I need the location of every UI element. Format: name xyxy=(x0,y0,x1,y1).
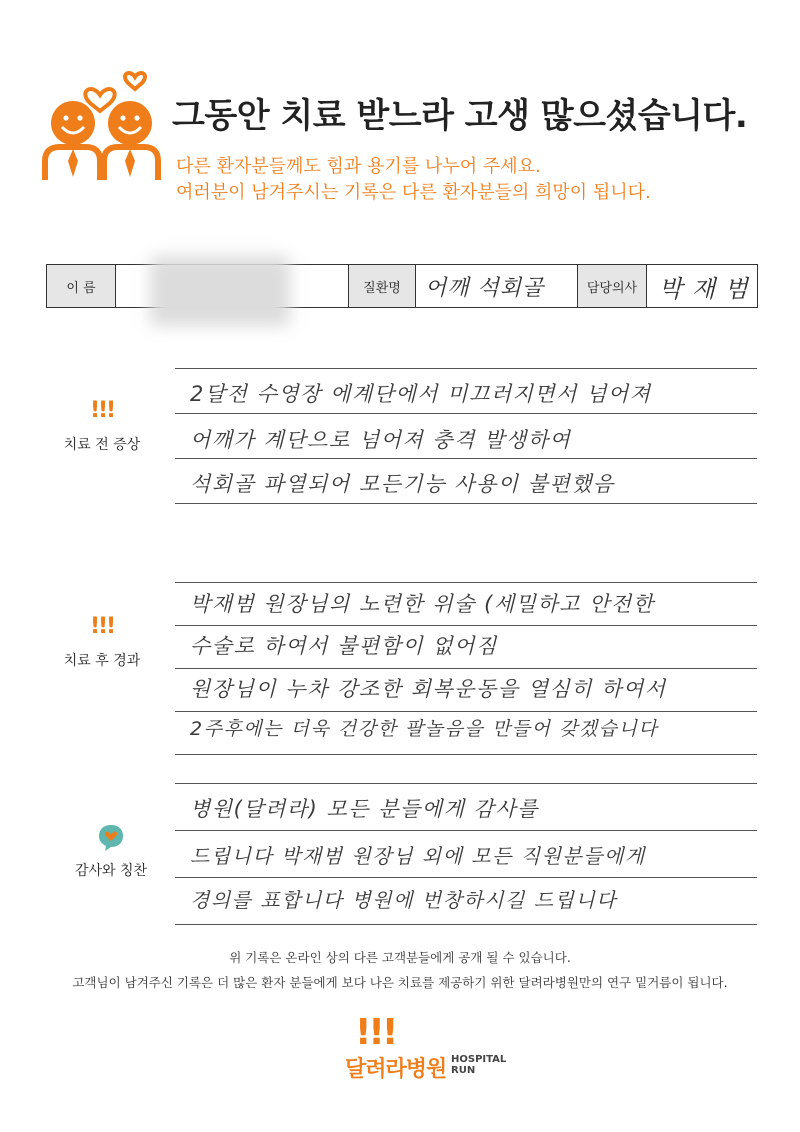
page-title: 그동안 치료 받느라 고생 많으셨습니다. xyxy=(172,96,748,136)
brand-exclamation-icon: !!! xyxy=(355,1012,396,1053)
ruled-line xyxy=(175,458,757,459)
brand-en-run: RUN xyxy=(451,1065,476,1076)
brand-en-hospital: HOSPITAL xyxy=(451,1054,507,1065)
ruled-line xyxy=(175,877,757,878)
footer-research-note: 고객님이 남겨주신 기록은 더 많은 환자 분들에게 보다 나은 치료를 제공하기 위한 달려라병원만의 연구 밑거름이 됩니다. xyxy=(72,975,728,990)
exclamation-icon: !!! xyxy=(89,398,115,423)
handwritten-line: 원장님이 누차 강조한 회복운동을 열심히 하여서 xyxy=(190,677,667,701)
doctor-value: 박 재 범 xyxy=(659,274,749,303)
subtitle-hope: 여러분이 남겨주시는 기록은 다른 환자분들의 희망이 됩니다. xyxy=(176,182,651,203)
name-label: 이 름 xyxy=(47,265,115,307)
footer-disclosure: 위 기록은 온라인 상의 다른 고객분들에게 공개 될 수 있습니다. xyxy=(229,950,571,965)
ruled-line xyxy=(175,783,757,784)
diagnosis-label: 질환명 xyxy=(349,265,415,307)
handwritten-line: 2달전 수영장 에계단에서 미끄러지면서 넘어져 xyxy=(190,382,652,406)
heart-bubble-icon xyxy=(96,822,126,852)
subtitle-encourage: 다른 환자분들께도 힘과 용기를 나누어 주세요. xyxy=(176,156,541,177)
diagnosis-value: 어깨 석회골 xyxy=(425,275,545,301)
section-label-after: 치료 후 경과 xyxy=(63,653,141,669)
handwritten-line: 수술로 하여서 불편함이 없어짐 xyxy=(190,634,498,658)
ruled-line xyxy=(175,754,757,755)
ruled-line xyxy=(175,413,757,414)
handwritten-line: 박재범 원장님의 노련한 위술 (세밀하고 안전한 xyxy=(190,592,655,616)
exclamation-icon: !!! xyxy=(89,614,115,639)
handwritten-line: 드립니다 박재범 원장님 외에 모든 직원분들에게 xyxy=(190,844,646,868)
ruled-line xyxy=(175,582,757,583)
handwritten-line: 경의를 표합니다 병원에 번창하시길 드립니다 xyxy=(190,888,618,912)
brand-name: 달려라병원 xyxy=(345,1057,447,1082)
section-label-thanks: 감사와 칭찬 xyxy=(74,863,148,879)
ruled-line xyxy=(175,711,757,712)
redacted-name-blur xyxy=(150,256,290,326)
ruled-line xyxy=(175,368,757,369)
handwritten-line: 2주후에는 더욱 건강한 팔놀음을 만들어 갖겠습니다 xyxy=(190,718,659,740)
ruled-line xyxy=(175,668,757,669)
doctor-label: 담당의사 xyxy=(578,265,646,307)
smiling-people-logo-icon xyxy=(40,65,165,180)
section-label-before: 치료 전 증상 xyxy=(63,437,141,453)
ruled-line xyxy=(175,830,757,831)
ruled-line xyxy=(175,924,757,925)
hospital-brand-logo xyxy=(345,1012,520,1092)
ruled-line xyxy=(175,625,757,626)
ruled-line xyxy=(175,503,757,504)
handwritten-line: 병원(달려라) 모든 분들에게 감사를 xyxy=(190,797,539,821)
handwritten-line: 어깨가 계단으로 넘어져 충격 발생하여 xyxy=(190,428,572,452)
handwritten-line: 석회골 파열되어 모든기능 사용이 불편했음 xyxy=(190,472,615,496)
